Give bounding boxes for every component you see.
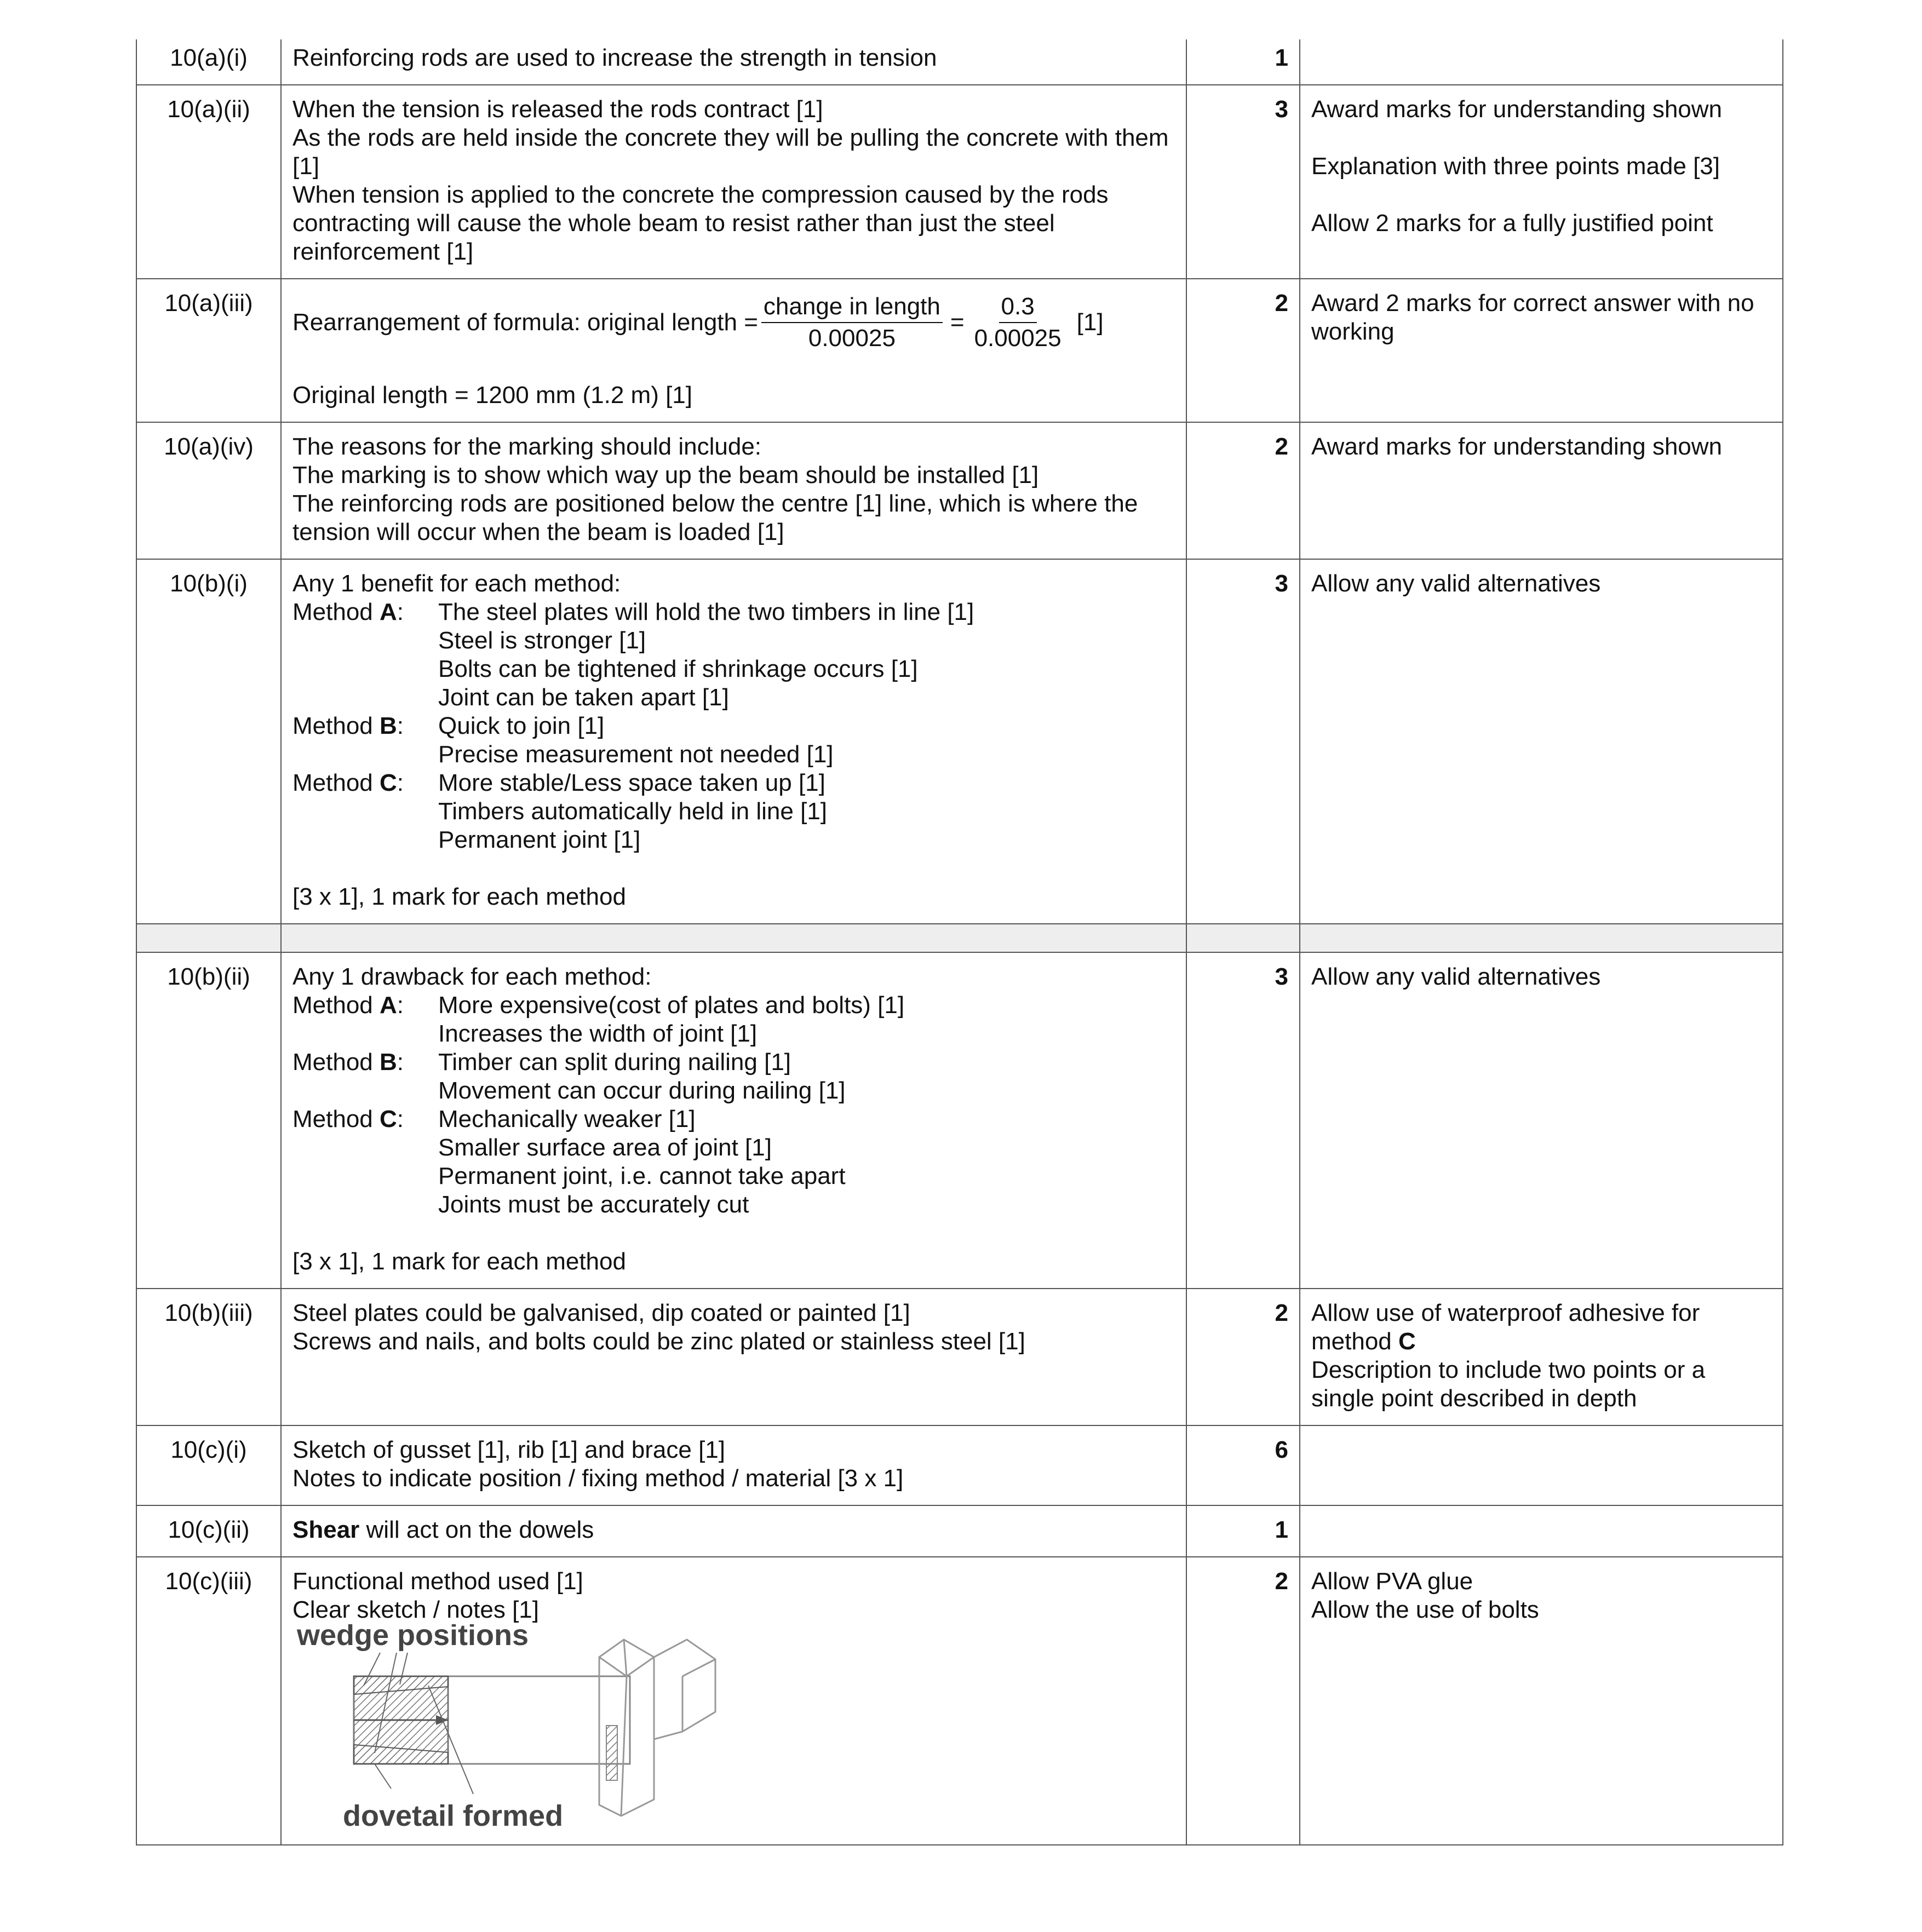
question-number: 10(b)(ii)	[136, 952, 281, 1289]
dovetail-label: dovetail formed	[343, 1799, 564, 1832]
guidance-line: Award 2 marks for correct answer with no working	[1311, 290, 1754, 345]
guidance-cell	[1300, 1289, 1783, 1425]
answer-cell	[281, 1505, 1186, 1557]
method-item: Permanent joint [1]	[438, 826, 641, 853]
marks-cell: 2	[1186, 422, 1300, 559]
method-item: Movement can occur during nailing [1]	[438, 1077, 846, 1104]
method-item: Quick to join [1]	[438, 712, 605, 739]
marks-cell: 6	[1186, 1425, 1300, 1505]
answer-line: Steel plates could be galvanised, dip coated or painted [1]	[292, 1300, 910, 1326]
answer-line: The reasons for the marking should include:	[292, 433, 762, 460]
question-number: 10(a)(i)	[136, 39, 281, 85]
formula-lead: Rearrangement of formula: original length =	[292, 309, 758, 336]
answer-cell	[281, 1289, 1186, 1425]
method-item: Mechanically weaker [1]	[438, 1106, 696, 1132]
marks-cell: 2	[1186, 1557, 1300, 1845]
method-item: Timber can split during nailing [1]	[438, 1049, 791, 1076]
formula	[292, 292, 1175, 353]
table-row	[136, 279, 1783, 422]
answer-cell	[281, 1557, 1186, 1845]
answer-cell	[281, 422, 1186, 559]
question-number: 10(a)(iv)	[136, 422, 281, 559]
answer-intro: Any 1 benefit for each method:	[292, 570, 621, 597]
question-number: 10(c)(ii)	[136, 1505, 281, 1557]
method-label: Method B:	[292, 712, 404, 739]
table-row	[136, 422, 1783, 559]
guidance-cell	[1300, 1505, 1783, 1557]
answer-intro: Any 1 drawback for each method:	[292, 963, 652, 990]
guidance-line: Explanation with three points made [3]	[1311, 153, 1720, 180]
marks-cell: 3	[1186, 559, 1300, 924]
guidance-cell	[1300, 1425, 1783, 1505]
answer-cell	[281, 279, 1186, 422]
answer-line: Clear sketch / notes [1]	[292, 1596, 539, 1623]
fraction-2	[972, 292, 1064, 353]
table-row	[136, 1425, 1783, 1505]
marks-cell: 3	[1186, 952, 1300, 1289]
table-row	[136, 1505, 1783, 1557]
marks-cell: 1	[1186, 1505, 1300, 1557]
method-block	[292, 1105, 1175, 1219]
fraction-denominator: 0.00025	[808, 325, 896, 352]
joint-sketch	[292, 1624, 1175, 1832]
method-item: More expensive(cost of plates and bolts) [1]	[438, 992, 905, 1019]
answer-line: Notes to indicate position / fixing method / material [3 x 1]	[292, 1465, 904, 1492]
question-number: 10(a)(iii)	[136, 279, 281, 422]
page-break-row	[136, 924, 1783, 952]
method-label: Method A:	[292, 599, 404, 625]
guidance-line: Description to include two points or a single point described in depth	[1311, 1356, 1706, 1412]
table-row	[136, 559, 1783, 924]
method-block	[292, 598, 1175, 712]
method-item: Precise measurement not needed [1]	[438, 741, 834, 768]
answer-footer: [3 x 1], 1 mark for each method	[292, 1248, 626, 1275]
equals-sign: =	[950, 309, 965, 336]
table-row	[136, 1289, 1783, 1425]
method-item: More stable/Less space taken up [1]	[438, 769, 825, 796]
question-number: 10(a)(ii)	[136, 85, 281, 279]
answer-line: Shear will act on the dowels	[292, 1516, 594, 1543]
method-item: Bolts can be tightened if shrinkage occurs [1]	[438, 656, 918, 682]
answer-line: The reinforcing rods are positioned below the centre [1] line, which is where the tension will occur when the beam is loaded [1]	[292, 490, 1138, 545]
answer-cell	[281, 1425, 1186, 1505]
method-item: Joints must be accurately cut	[438, 1191, 749, 1218]
answer-cell	[281, 559, 1186, 924]
marks-cell: 3	[1186, 85, 1300, 279]
wedge-label: wedge positions	[297, 1624, 529, 1652]
method-item: Steel is stronger [1]	[438, 627, 646, 654]
guidance-cell	[1300, 279, 1783, 422]
method-item: Smaller surface area of joint [1]	[438, 1134, 772, 1161]
marks-cell: 1	[1186, 39, 1300, 85]
answer-footer: [3 x 1], 1 mark for each method	[292, 883, 626, 910]
table-row	[136, 85, 1783, 279]
method-label: Method A:	[292, 992, 404, 1019]
answer-line: Reinforcing rods are used to increase the strength in tension	[292, 44, 937, 71]
answer-line: Screws and nails, and bolts could be zinc plated or stainless steel [1]	[292, 1328, 1025, 1355]
method-label: Method C:	[292, 769, 404, 796]
answer-line: Sketch of gusset [1], rib [1] and brace [1]	[292, 1436, 726, 1463]
guidance-line: Allow the use of bolts	[1311, 1596, 1539, 1623]
method-item: Joint can be taken apart [1]	[438, 684, 729, 711]
answer-line: Original length = 1200 mm (1.2 m) [1]	[292, 382, 692, 409]
fraction-numerator: change in length	[761, 292, 943, 323]
table-row	[136, 952, 1783, 1289]
guidance-line: Allow 2 marks for a fully justified point	[1311, 210, 1713, 237]
method-label: Method C:	[292, 1106, 404, 1132]
method-item: Increases the width of joint [1]	[438, 1020, 758, 1047]
guidance-line: Allow PVA glue	[1311, 1568, 1473, 1595]
answer-cell	[281, 85, 1186, 279]
question-number: 10(c)(iii)	[136, 1557, 281, 1845]
answer-line: As the rods are held inside the concrete they will be pulling the concrete with them [1]	[292, 124, 1169, 180]
method-block	[292, 1048, 1175, 1105]
guidance-line: Allow any valid alternatives	[1311, 963, 1601, 990]
formula-mark: [1]	[1076, 309, 1104, 336]
guidance-cell	[1300, 39, 1783, 85]
answer-line: Functional method used [1]	[292, 1568, 583, 1595]
mark-scheme-table	[136, 39, 1783, 1845]
guidance-cell	[1300, 559, 1783, 924]
guidance-line: Award marks for understanding shown	[1311, 433, 1723, 460]
question-number: 10(c)(i)	[136, 1425, 281, 1505]
guidance-cell	[1300, 85, 1783, 279]
guidance-line: Allow use of waterproof adhesive for method C	[1311, 1300, 1700, 1355]
method-block	[292, 712, 1175, 769]
fraction-denominator: 0.00025	[974, 325, 1062, 352]
answer-line: The marking is to show which way up the beam should be installed [1]	[292, 462, 1039, 488]
wedge-diagram	[354, 1653, 630, 1794]
method-block	[292, 769, 1175, 854]
post-sketch	[599, 1640, 715, 1816]
marks-cell: 2	[1186, 1289, 1300, 1425]
answer-cell	[281, 39, 1186, 85]
question-number: 10(b)(iii)	[136, 1289, 281, 1425]
table-row	[136, 39, 1783, 85]
method-block	[292, 991, 1175, 1048]
method-item: The steel plates will hold the two timbers in line [1]	[438, 599, 974, 625]
guidance-line: Allow any valid alternatives	[1311, 570, 1601, 597]
guidance-cell	[1300, 422, 1783, 559]
method-item: Permanent joint, i.e. cannot take apart	[438, 1163, 846, 1189]
fraction-1	[761, 292, 943, 353]
fraction-numerator: 0.3	[999, 292, 1037, 323]
table-row	[136, 1557, 1783, 1845]
guidance-cell	[1300, 1557, 1783, 1845]
method-item: Timbers automatically held in line [1]	[438, 798, 828, 825]
answer-cell	[281, 952, 1186, 1289]
answer-line: When the tension is released the rods contract [1]	[292, 96, 823, 123]
question-number: 10(b)(i)	[136, 559, 281, 924]
guidance-line: Award marks for understanding shown	[1311, 96, 1723, 123]
method-label: Method B:	[292, 1049, 404, 1076]
marks-cell: 2	[1186, 279, 1300, 422]
guidance-cell	[1300, 952, 1783, 1289]
answer-line: When tension is applied to the concrete the compression caused by the rods contracting will cause the whole beam to resist rather than just the steel reinforcement [1]	[292, 181, 1109, 265]
